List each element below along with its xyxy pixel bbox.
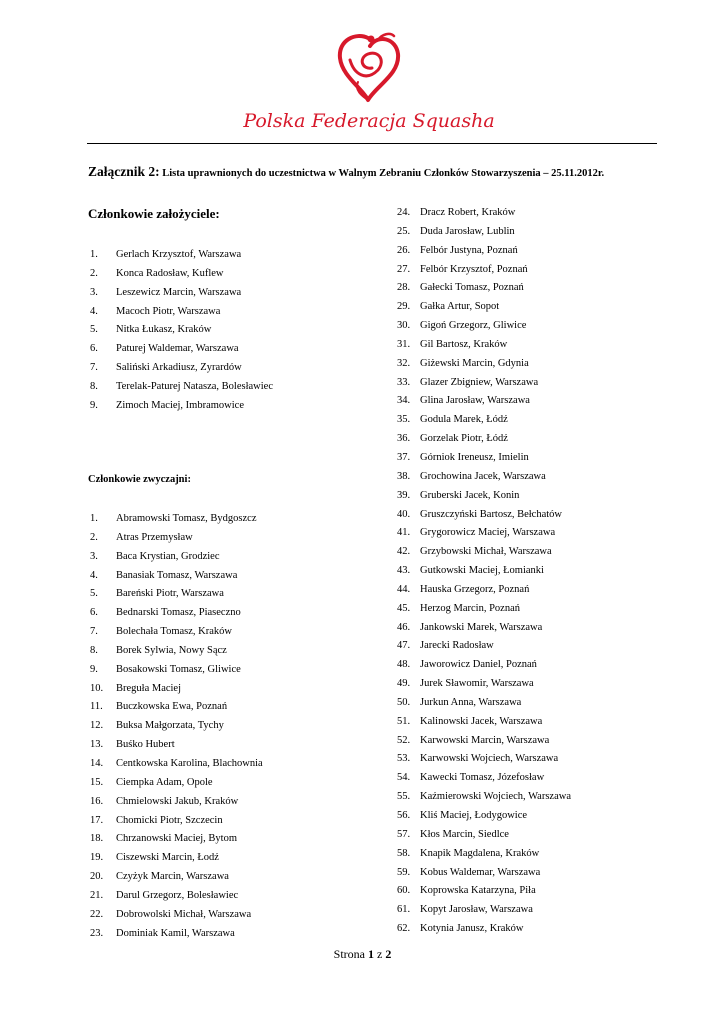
member-list-item (90, 925, 263, 944)
member-list-item (397, 223, 571, 242)
member-number: 52. (397, 734, 411, 746)
member-number: 6. (90, 607, 98, 619)
member-name: Banasiak Tomasz, Warszawa (116, 569, 238, 581)
member-name: Chmielowski Jakub, Kraków (116, 795, 239, 807)
member-number: 31. (397, 338, 411, 350)
member-number: 39. (397, 489, 411, 501)
member-name: Breguła Maciej (116, 682, 182, 694)
member-number: 8. (90, 644, 98, 656)
member-number: 62. (397, 923, 411, 935)
member-name: Koprowska Katarzyna, Piła (420, 885, 536, 897)
member-list-item (397, 242, 571, 261)
member-number: 22. (90, 908, 104, 920)
member-name: Kobus Waldemar, Warszawa (420, 866, 541, 878)
member-name: Czyżyk Marcin, Warszawa (116, 871, 229, 883)
member-name: Gałecki Tomasz, Poznań (420, 282, 524, 294)
member-name: Terelak-Paturej Natasza, Bolesławiec (116, 380, 273, 392)
member-number: 56. (397, 810, 411, 821)
member-number: 28. (397, 282, 411, 294)
member-list-item (397, 279, 571, 298)
member-list-item (90, 510, 263, 529)
member-list-item (397, 449, 571, 468)
member-number: 17. (90, 814, 104, 826)
member-list-item (90, 397, 273, 416)
member-name: Jurek Sławomir, Warszawa (420, 678, 534, 690)
member-number: 58. (397, 847, 411, 859)
member-name: Gil Bartosz, Kraków (420, 338, 508, 350)
member-list-item (397, 581, 571, 600)
member-number: 61. (397, 904, 411, 916)
member-list-item (397, 430, 571, 449)
attachment-label: Załącznik 2: (88, 164, 160, 179)
member-name: Gutkowski Maciej, Łomianki (420, 565, 544, 577)
member-name: Grochowina Jacek, Warszawa (420, 470, 546, 482)
page-footer (0, 947, 725, 962)
member-name: Nitka Łukasz, Kraków (116, 324, 212, 336)
member-number: 45. (397, 602, 411, 614)
member-list-item (397, 864, 571, 883)
member-number: 1. (90, 513, 98, 524)
member-list-item (90, 868, 263, 887)
member-number: 10. (90, 682, 104, 694)
member-number: 3. (90, 286, 98, 298)
member-name: Knapik Magdalena, Kraków (420, 847, 540, 859)
member-name: Chomicki Piotr, Szczecin (116, 814, 223, 826)
member-name: Karwowski Marcin, Warszawa (420, 734, 550, 746)
member-name: Gigoń Grzegorz, Gliwice (420, 320, 527, 332)
member-name: Konca Radosław, Kuflew (116, 267, 224, 279)
member-number: 7. (90, 626, 98, 638)
member-list-item (397, 694, 571, 713)
member-name: Gruszczyński Bartosz, Bełchatów (420, 508, 563, 520)
member-number: 59. (397, 866, 411, 878)
member-name: Bednarski Tomasz, Piaseczno (116, 607, 241, 619)
member-name: Chrzanowski Maciej, Bytom (116, 833, 238, 845)
member-list-item (90, 849, 263, 868)
member-list-item (90, 774, 263, 793)
member-number: 29. (397, 301, 411, 313)
member-name: Dominiak Kamil, Warszawa (116, 927, 235, 939)
member-list-item (397, 656, 571, 675)
member-name: Duda Jarosław, Lublin (420, 225, 515, 237)
member-list-item (90, 359, 273, 378)
member-name: Gałka Artur, Sopot (420, 301, 500, 313)
member-name: Bareński Piotr, Warszawa (116, 588, 224, 600)
member-name: Dracz Robert, Kraków (420, 207, 516, 218)
member-number: 23. (90, 927, 104, 939)
founders-section-title: Członkowie założyciele: (88, 206, 220, 221)
member-list-item (90, 378, 273, 397)
member-name: Grzybowski Michał, Warszawa (420, 546, 552, 558)
member-list-item (90, 812, 263, 831)
member-list-item (397, 524, 571, 543)
member-name: Gorzelak Piotr, Łódź (420, 433, 508, 445)
member-number: 40. (397, 508, 411, 520)
member-name: Hauska Grzegorz, Poznań (420, 583, 530, 595)
member-number: 27. (397, 263, 411, 275)
member-list-item (397, 392, 571, 411)
member-list-item (90, 604, 263, 623)
member-list-item (397, 506, 571, 525)
member-number: 44. (397, 583, 411, 595)
member-name: Borek Sylwia, Nowy Sącz (116, 644, 227, 656)
member-list-item (90, 321, 273, 340)
member-list-item (397, 411, 571, 430)
member-name: Kliś Maciej, Łodygowice (420, 810, 528, 821)
member-list-item (397, 637, 571, 656)
member-list-item (397, 882, 571, 901)
member-list-item (397, 204, 571, 223)
member-number: 16. (90, 795, 104, 807)
member-list-item (90, 548, 263, 567)
member-name: Górniok Ireneusz, Imielin (420, 451, 529, 463)
member-list-item (397, 826, 571, 845)
member-number: 46. (397, 621, 411, 633)
member-list-item (90, 623, 263, 642)
member-name: Darul Grzegorz, Bolesławiec (116, 889, 239, 901)
member-number: 30. (397, 320, 411, 332)
member-list-item (90, 585, 263, 604)
current-page-number: 1 (368, 947, 374, 961)
member-number: 20. (90, 871, 104, 883)
member-list-item (90, 303, 273, 322)
member-list-item (90, 529, 263, 548)
member-number: 57. (397, 828, 411, 840)
member-list-item (397, 317, 571, 336)
member-number: 11. (90, 701, 103, 713)
member-name: Bosakowski Tomasz, Gliwice (116, 663, 241, 675)
member-number: 9. (90, 663, 98, 675)
member-number: 1. (90, 249, 98, 260)
member-list-item (90, 340, 273, 359)
member-number: 37. (397, 451, 411, 463)
member-name: Ciszewski Marcin, Łodź (116, 852, 219, 864)
member-number: 35. (397, 414, 411, 426)
member-list-item (397, 901, 571, 920)
member-list-item (90, 284, 273, 303)
federation-logo (243, 30, 495, 138)
member-name: Leszewicz Marcin, Warszawa (116, 286, 242, 298)
member-number: 54. (397, 772, 411, 784)
member-name: Zimoch Maciej, Imbramowice (116, 399, 244, 411)
member-number: 15. (90, 776, 104, 788)
member-name: Abramowski Tomasz, Bydgoszcz (116, 513, 257, 524)
member-number: 36. (397, 433, 411, 445)
member-number: 32. (397, 357, 411, 369)
member-name: Felbór Justyna, Poznań (420, 244, 518, 256)
member-name: Kopyt Jarosław, Warszawa (420, 904, 533, 916)
member-list-item (397, 732, 571, 751)
member-name: Buśko Hubert (116, 739, 175, 751)
member-number: 13. (90, 739, 104, 751)
member-list-item (90, 642, 263, 661)
member-name: Jarecki Radosław (420, 640, 494, 652)
document-header (88, 164, 688, 180)
member-number: 18. (90, 833, 104, 845)
member-name: Ciempka Adam, Opole (116, 776, 213, 788)
member-number: 38. (397, 470, 411, 482)
member-list-item (397, 355, 571, 374)
member-number: 42. (397, 546, 411, 558)
member-list-item (90, 887, 263, 906)
member-list-item (90, 246, 273, 265)
member-name: Gruberski Jacek, Konin (420, 489, 520, 501)
member-name: Kłos Marcin, Siedlce (420, 828, 509, 840)
member-list-item (397, 261, 571, 280)
member-name: Kotynia Janusz, Kraków (420, 923, 524, 935)
regular-members-list-right (397, 204, 571, 939)
squash-figure-logo-icon (243, 30, 495, 138)
member-list-item (397, 336, 571, 355)
member-number: 12. (90, 720, 104, 732)
member-name: Macoch Piotr, Warszawa (116, 305, 221, 317)
member-list-item (397, 619, 571, 638)
member-number: 25. (397, 225, 411, 237)
attachment-description: Lista uprawnionych do uczestnictwa w Walnym Zebraniu Członków Stowarzyszenia – 25.11.2012r. (162, 168, 605, 179)
member-name: Jaworowicz Daniel, Poznań (420, 659, 537, 671)
member-list-item (90, 661, 263, 680)
member-list-item (397, 468, 571, 487)
member-name: Jurkun Anna, Warszawa (420, 696, 522, 708)
member-number: 4. (90, 569, 98, 581)
member-number: 55. (397, 791, 411, 803)
member-list-item (397, 845, 571, 864)
total-page-count: 2 (385, 947, 392, 961)
member-name: Kalinowski Jacek, Warszawa (420, 715, 543, 727)
member-list-item (397, 920, 571, 939)
member-number: 21. (90, 889, 104, 901)
member-name: Buczkowska Ewa, Poznań (116, 701, 228, 713)
member-number: 7. (90, 362, 98, 374)
member-name: Centkowska Karolina, Blachownia (116, 757, 263, 769)
member-name: Paturej Waldemar, Warszawa (116, 343, 239, 355)
member-list-item (397, 600, 571, 619)
member-name: Glazer Zbigniew, Warszawa (420, 376, 539, 388)
member-list-item (90, 736, 263, 755)
member-list-item (397, 562, 571, 581)
member-list-item (90, 717, 263, 736)
member-list-item (90, 567, 263, 586)
member-number: 48. (397, 659, 411, 671)
member-number: 24. (397, 207, 411, 218)
member-list-item (397, 750, 571, 769)
member-number: 2. (90, 267, 98, 279)
member-list-item (90, 680, 263, 699)
member-name: Herzog Marcin, Poznań (420, 602, 521, 614)
member-number: 3. (90, 550, 98, 562)
member-list-item (397, 543, 571, 562)
member-number: 4. (90, 305, 98, 317)
member-number: 47. (397, 640, 411, 652)
member-list-item (397, 788, 571, 807)
member-number: 5. (90, 324, 98, 336)
member-number: 5. (90, 588, 98, 600)
member-number: 51. (397, 715, 411, 727)
page-label: Strona (333, 947, 365, 961)
member-number: 34. (397, 395, 411, 407)
member-name: Gerlach Krzysztof, Warszawa (116, 249, 242, 260)
header-divider (87, 143, 657, 144)
member-name: Karwowski Wojciech, Warszawa (420, 753, 559, 765)
member-number: 41. (397, 527, 411, 539)
member-number: 14. (90, 757, 104, 769)
member-number: 2. (90, 531, 98, 543)
member-number: 9. (90, 399, 98, 411)
member-name: Kaźmierowski Wojciech, Warszawa (420, 791, 571, 803)
member-name: Kawecki Tomasz, Józefosław (420, 772, 545, 784)
member-number: 8. (90, 380, 98, 392)
member-list-item (397, 769, 571, 788)
member-list-item (397, 487, 571, 506)
member-list-item (90, 265, 273, 284)
member-list-item (90, 830, 263, 849)
member-name: Glina Jarosław, Warszawa (420, 395, 530, 407)
member-list-item (397, 675, 571, 694)
member-list-item (90, 698, 263, 717)
member-name: Buksa Małgorzata, Tychy (116, 720, 224, 732)
regular-section-title: Członkowie zwyczajni: (88, 474, 191, 485)
page-separator: z (377, 947, 383, 961)
logo-text: Polska Federacja Squasha (243, 110, 495, 132)
member-name: Baca Krystian, Grodziec (116, 550, 220, 562)
member-list-item (397, 713, 571, 732)
regular-members-list-left (90, 510, 263, 943)
member-list-item (90, 793, 263, 812)
member-number: 60. (397, 885, 411, 897)
member-list-item (397, 298, 571, 317)
member-number: 6. (90, 343, 98, 355)
member-number: 33. (397, 376, 411, 388)
member-name: Bolechała Tomasz, Kraków (116, 626, 232, 638)
member-number: 26. (397, 244, 411, 256)
member-number: 43. (397, 565, 411, 577)
member-name: Saliński Arkadiusz, Zyrardów (116, 362, 242, 374)
member-name: Atras Przemysław (116, 531, 193, 543)
member-list-item (397, 374, 571, 393)
member-name: Godula Marek, Łódź (420, 414, 508, 426)
member-list-item (90, 755, 263, 774)
member-name: Giżewski Marcin, Gdynia (420, 357, 529, 369)
founders-list (90, 246, 273, 416)
member-number: 53. (397, 753, 411, 765)
member-name: Grygorowicz Maciej, Warszawa (420, 527, 556, 539)
member-name: Felbór Krzysztof, Poznań (420, 263, 528, 275)
member-list-item (397, 807, 571, 826)
member-number: 19. (90, 852, 104, 864)
member-name: Jankowski Marek, Warszawa (420, 621, 543, 633)
member-number: 49. (397, 678, 411, 690)
member-list-item (90, 906, 263, 925)
member-number: 50. (397, 696, 411, 708)
member-name: Dobrowolski Michał, Warszawa (116, 908, 252, 920)
